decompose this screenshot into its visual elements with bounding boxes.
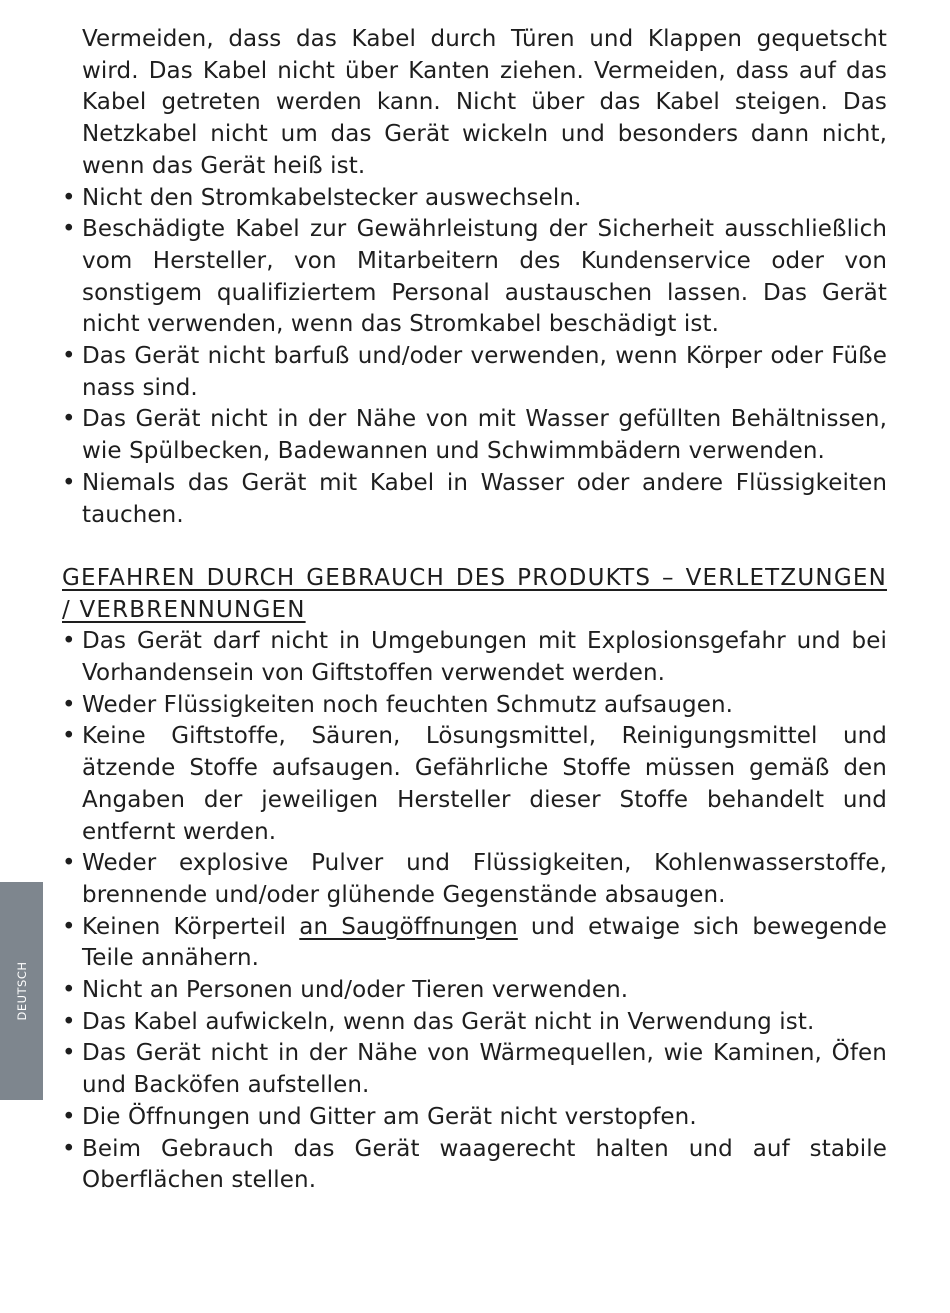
body-part-text-before: Keinen Körperteil [82, 913, 300, 940]
list-item: • Niemals das Gerät mit Kabel in Wasser oder andere Flüssigkeiten tauchen. [62, 468, 887, 531]
language-label: DEUTSCH [14, 961, 29, 1021]
usage-hazards-list [62, 626, 887, 1197]
list-item: • Das Gerät nicht in der Nähe von Wärmequellen, wie Kaminen, Öfen und Backöfen aufstellen. [62, 1038, 887, 1101]
list-item: • Beim Gebrauch das Gerät waagerecht halten und auf stabile Oberflächen stellen. [62, 1134, 887, 1197]
list-item: • Weder Flüssigkeiten noch feuchten Schmutz aufsaugen. [62, 690, 887, 722]
intro-continuation-paragraph: Vermeiden, dass das Kabel durch Türen und Klappen gequetscht wird. Das Kabel nicht über Kanten ziehen. Vermeiden, dass auf das Kabel getreten werden kann. Nicht über das Kabel steigen. Das Netzkabel nicht um das Gerät wickeln und besonders dann nicht, wenn das Gerät heiß ist. [82, 26, 887, 179]
list-item: • Das Gerät darf nicht in Umgebungen mit Explosionsgefahr und bei Vorhandensein von Giftstoffen verwendet werden. [62, 626, 887, 689]
list-item: • Die Öffnungen und Gitter am Gerät nicht verstopfen. [62, 1102, 887, 1134]
section-heading: GEFAHREN DURCH GEBRAUCH DES PRODUKTS – VERLETZUNGEN / VERBRENNUNGEN [62, 564, 887, 623]
list-item: • Nicht den Stromkabelstecker auswechseln. [62, 183, 887, 215]
cable-safety-list [62, 183, 887, 532]
list-item: • Nicht an Personen und/oder Tieren verwenden. [62, 975, 887, 1007]
underlined-phrase: an Saugöffnungen [299, 913, 518, 940]
list-item: • Das Kabel aufwickeln, wenn das Gerät nicht in Verwendung ist. [62, 1007, 887, 1039]
list-item: • Das Gerät nicht barfuß und/oder verwenden, wenn Körper oder Füße nass sind. [62, 341, 887, 404]
body-part-text-after: und etwaige sich bewegende Teile annähern. [82, 913, 888, 972]
list-item: • Beschädigte Kabel zur Gewährleistung der Sicherheit ausschließlich vom Hersteller, von Mitarbeitern des Kundenservice oder von sonstigem qualifiziertem Personal austauschen lassen. Das Gerät nicht verwenden, wenn das Stromkabel beschädigt ist. [62, 214, 887, 341]
list-item: • Keine Giftstoffe, Säuren, Lösungsmittel, Reinigungsmittel und ätzende Stoffe aufsaugen. Gefährliche Stoffe müssen gemäß den Angaben der jeweiligen Hersteller dieser Stoffe behandelt und entfernt werden. [62, 721, 887, 848]
list-item: • Das Gerät nicht in der Nähe von mit Wasser gefüllten Behältnissen, wie Spülbecken, Badewannen und Schwimmbädern verwenden. [62, 404, 887, 467]
language-side-tab [0, 882, 43, 1100]
list-item-body-part [62, 912, 887, 975]
list-item: • Weder explosive Pulver und Flüssigkeiten, Kohlenwasserstoffe, brennende und/oder glühende Gegenstände absaugen. [62, 848, 887, 911]
manual-page [62, 24, 887, 1197]
